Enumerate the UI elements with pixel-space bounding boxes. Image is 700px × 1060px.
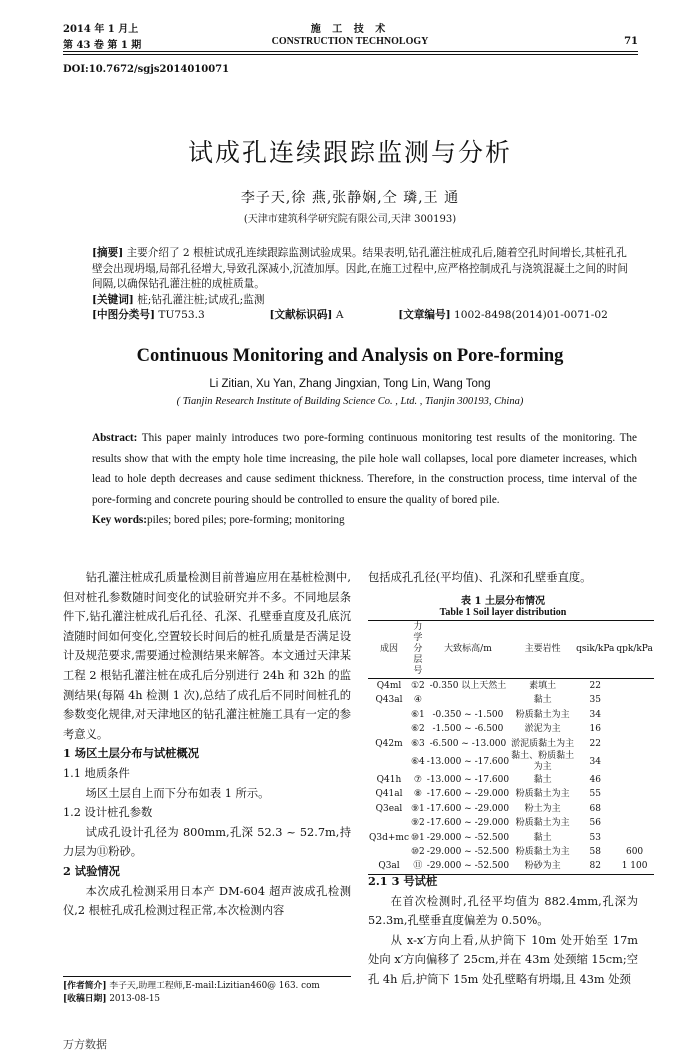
soil-table-block: [368, 592, 653, 875]
table-row: [368, 708, 654, 722]
table-cell: 22: [589, 738, 601, 749]
footnote-author-label: [作者简介]: [63, 981, 107, 991]
table-cell: -6.500 ~ -13.000: [429, 738, 507, 749]
table-cell: Q41h: [376, 775, 402, 786]
table-cell: 82: [589, 861, 601, 872]
header-date: 2014 年 1 月上: [63, 24, 139, 35]
table-cell: 粉质黏土为主: [515, 818, 570, 829]
doccode-label: [文献标识码]: [269, 309, 333, 322]
table-cell: ⑥2: [410, 724, 425, 735]
table-header: 大致标高/m: [426, 621, 510, 679]
table-cell: -1.500 ~ -6.500: [432, 724, 504, 735]
header-journal-en: CONSTRUCTION TECHNOLOGY: [271, 36, 429, 47]
table-cell: 粉砂为主: [524, 861, 561, 872]
table-cell: Q3eal: [375, 803, 403, 814]
authors-en: Li Zitian, Xu Yan, Zhang Jingxian, Tong Lin, Wang Tong: [209, 378, 491, 390]
table-row: [368, 845, 654, 859]
table-cell: ①2: [410, 681, 425, 691]
table-caption-en: Table 1 Soil layer distribution: [439, 607, 567, 618]
soil-table: [368, 620, 654, 875]
table-cell: -13.000 ~ -17.600: [426, 775, 510, 786]
table-cell: 55: [589, 789, 601, 800]
section-1-2-text: 试成孔设计孔径为 800mm,孔深 52.3 ~ 52.7m,持力层为⑪粉砂。: [63, 825, 351, 859]
table-header: 力学分层号: [410, 621, 426, 679]
table-row: [368, 787, 654, 801]
table-cell: 粉质黏土为主: [515, 847, 570, 858]
affiliation-en: ( Tianjin Research Institute of Building Science Co. , Ltd. , Tianjin 300193, China): [176, 396, 524, 407]
section-1-1-text: 场区土层自上而下分布如表 1 所示。: [85, 786, 270, 800]
table-cell: 粉质黏土为主: [515, 709, 570, 720]
keywords-cn: 桩;钻孔灌注桩;试成孔;监测: [137, 293, 265, 306]
left-column: [63, 568, 351, 921]
table-cell: 600: [625, 847, 644, 858]
table-cell: 46: [589, 775, 601, 786]
table-cell: Q41al: [375, 789, 403, 800]
table-cell: 1 100: [621, 861, 648, 872]
table-row: [368, 816, 654, 830]
table-cell: 34: [589, 756, 601, 767]
table-cell: [615, 693, 653, 707]
table-row: [368, 693, 654, 707]
table-cell: [368, 816, 410, 830]
keywords-en-label: Key words:: [92, 514, 147, 526]
table-cell: 淤泥为主: [524, 724, 561, 735]
header-rule: [63, 51, 638, 55]
watermark: 万方数据: [63, 1038, 107, 1051]
table-cell: [615, 831, 653, 845]
authors-cn: 李子天,徐 燕,张静娴,仝 璘,王 通: [240, 190, 460, 206]
footnote-rule: [63, 976, 351, 977]
table-cell: -29.000 ~ -52.500: [426, 832, 510, 843]
right-column-bottom: [368, 872, 638, 990]
intro-paragraph: 钻孔灌注桩成孔质量检测目前普遍应用在基桩检测中,但对桩孔参数随时间变化的试验研究并不多。不同地层条件下,钻孔灌注桩成孔后孔径、孔深、孔壁垂直度及孔底沉渣随时间如何变化,空置较长时间后的桩孔质量是否满足设计及规范要求,需要通过检测结果来解答。本文通过天津某工程 2 根钻孔灌注桩在成孔后分别进行 24h 和 32h 的监测结果(每隔 4h 检测 1 次),总结了成孔后不同时间桩孔的参数变化规律,对天津地区的钻孔灌注桩施工具有一定的参考意义。: [63, 571, 351, 741]
header-journal-cn: 施 工 技 术: [310, 24, 390, 35]
table-cell: 黏土、粉质黏土为主: [511, 751, 575, 773]
table-cell: 22: [589, 681, 601, 691]
table-cell: -13.000 ~ -17.600: [426, 756, 510, 767]
table-cell: -29.000 ~ -52.500: [426, 861, 510, 872]
table-cell: [615, 773, 653, 787]
table-cell: [615, 737, 653, 751]
abstract-cn-text: 主要介绍了 2 根桩试成孔连续跟踪监测试验成果。结果表明,钻孔灌注桩成孔后,随着空孔时间增长,其桩孔孔壁会出现坍塌,局部孔径增大,导致孔深减小,沉渣加厚。因此,在施工过程中,应严格控制成孔与浇筑混凝土之间的时间间隔,以确保钻孔灌注桩的成桩质量。: [92, 247, 628, 291]
section-2-1-text-1: 在首次检测时,孔径平均值为 882.4mm,孔深为 52.3m,孔壁垂直度偏差为 0.50%。: [368, 894, 638, 928]
section-2-1-text-2: 从 x-x′方向上看,从护筒下 10m 处开始至 17m 处向 x′方向偏移了 25cm,并在 43m 处颈缩 15cm;空孔 4h 后,护筒下 15m 处孔壁略有坍塌,且 43m 处颈: [368, 933, 638, 986]
table-cell: ⑩2: [410, 847, 425, 858]
abstract-en-label: Abstract:: [92, 432, 138, 444]
footnote-received-label: [收稿日期]: [63, 994, 107, 1004]
section-1-1-heading: 1.1 地质条件: [63, 766, 130, 780]
table-cell: -29.000 ~ -52.500: [426, 847, 510, 858]
table-cell: 黏土: [533, 832, 552, 843]
table-cell: ⑪: [413, 861, 423, 872]
abstract-en-text: This paper mainly introduces two pore-forming continuous monitoring test results of the monitoring. The results show that with the empty hole time increasing, the pile hole wall collapses, local pore diameter increases, which lead to hole depth decreases and cause sediment thickness. Therefore, in the construction process, time interval of the pore-forming and concrete pouring should be controlled to ensure the quality of bored pile.: [92, 432, 637, 506]
table-cell: -0.350 以上天然土: [429, 681, 507, 691]
table-cell: 素填土: [529, 681, 557, 691]
table-cell: 53: [589, 832, 601, 843]
doi: DOI:10.7672/sgjs2014010071: [63, 64, 230, 75]
table-header: qpk/kPa: [615, 621, 653, 679]
table-header: 主要岩性: [510, 621, 575, 679]
table-cell: [368, 751, 410, 773]
table-cell: -0.350 ~ -1.500: [432, 709, 504, 720]
table-cell: 34: [589, 709, 601, 720]
table-cell: -17.600 ~ -29.000: [426, 818, 510, 829]
table-cell: [615, 751, 653, 773]
keywords-cn-label: [关键词]: [92, 293, 134, 306]
table-cell: ④: [413, 695, 422, 706]
header-volume: 第 43 卷 第 1 期: [63, 40, 142, 51]
table-cell: Q3d+mc: [369, 832, 409, 843]
table-cell: -17.600 ~ -29.000: [426, 803, 510, 814]
table-cell: Q3al: [378, 861, 400, 872]
table-cell: Q43al: [375, 695, 403, 706]
table-cell: 粉质黏土为主: [515, 789, 570, 800]
table-row: [368, 737, 654, 751]
footnote-author: 李子天,助理工程师,E-mail:Lizitian460@ 163. com: [109, 981, 320, 991]
table-cell: Q4ml: [376, 681, 402, 691]
table-cell: [615, 787, 653, 801]
table-header-row: [368, 621, 654, 679]
right-column-top: 包括成孔孔径(平均值)、孔深和孔壁垂直度。: [368, 571, 592, 584]
table-cell: Q42m: [375, 738, 403, 749]
table-cell: ⑥1: [410, 709, 425, 720]
table-row: [368, 831, 654, 845]
table-cell: 黏土: [533, 695, 552, 706]
table-cell: ⑩1: [410, 832, 425, 843]
section-1-heading: 1 场区土层分布与试桩概况: [63, 746, 200, 761]
table-cell: -17.600 ~ -29.000: [426, 789, 510, 800]
section-2-text: 本次成孔检测采用日本产 DM-604 超声波成孔检测仪,2 根桩孔成孔检测过程正常,本次检测内容: [63, 884, 351, 918]
table-cell: 粉土为主: [524, 803, 561, 814]
table-row: [368, 722, 654, 736]
table-cell: 黏土: [533, 775, 552, 786]
table-cell: [615, 679, 653, 694]
table-row: [368, 773, 654, 787]
abstract-cn-label: [摘要]: [92, 247, 124, 259]
abstract-cn: [92, 246, 637, 324]
table-cell: [368, 708, 410, 722]
table-caption-cn: 表 1 土层分布情况: [461, 596, 545, 607]
table-cell: ⑦: [413, 775, 422, 786]
table-row: [368, 751, 654, 773]
section-2-1-heading: 2.1 3 号试桩: [368, 874, 438, 888]
section-1-2-heading: 1.2 设计桩孔参数: [63, 806, 153, 820]
table-cell: ⑥3: [410, 738, 425, 749]
section-2-heading: 2 试验情况: [63, 863, 120, 878]
table-cell: [615, 708, 653, 722]
affiliation-cn: (天津市建筑科学研究院有限公司,天津 300193): [243, 214, 457, 225]
table-cell: 56: [589, 818, 601, 829]
table-row: [368, 802, 654, 816]
header-page-number: 71: [624, 36, 638, 47]
clc-value: TU753.3: [158, 309, 205, 322]
footnote-received: 2013-08-15: [109, 994, 161, 1004]
table-cell: [368, 722, 410, 736]
table-cell: 淤泥质黏土为主: [511, 738, 575, 749]
article-no-label: [文章编号]: [398, 309, 451, 322]
keywords-en: piles; bored piles; pore-forming; monitoring: [147, 514, 345, 526]
table-cell: ⑧: [413, 789, 422, 800]
table-cell: ⑨2: [410, 818, 425, 829]
table-cell: 58: [589, 847, 601, 858]
table-cell: [615, 816, 653, 830]
table-cell: 68: [589, 803, 601, 814]
table-cell: 16: [589, 724, 601, 735]
table-header: qsik/kPa: [575, 621, 615, 679]
table-cell: [615, 722, 653, 736]
page-title-en: Continuous Monitoring and Analysis on Pore-forming: [136, 346, 564, 366]
table-cell: [368, 845, 410, 859]
footnote: [63, 980, 363, 1006]
article-no-value: 1002-8498(2014)01-0071-02: [454, 309, 608, 322]
table-header: 成因: [368, 621, 410, 679]
abstract-en: [92, 428, 637, 531]
table-cell: ⑨1: [410, 803, 425, 814]
table-row: [368, 679, 654, 694]
clc-label: [中图分类号]: [92, 309, 155, 322]
doccode-value: A: [335, 309, 344, 322]
table-cell: [615, 802, 653, 816]
table-cell: [426, 693, 510, 707]
page-title-cn: 试成孔连续跟踪监测与分析: [187, 138, 512, 167]
table-cell: ⑥4: [410, 756, 425, 767]
table-cell: 35: [589, 695, 601, 706]
